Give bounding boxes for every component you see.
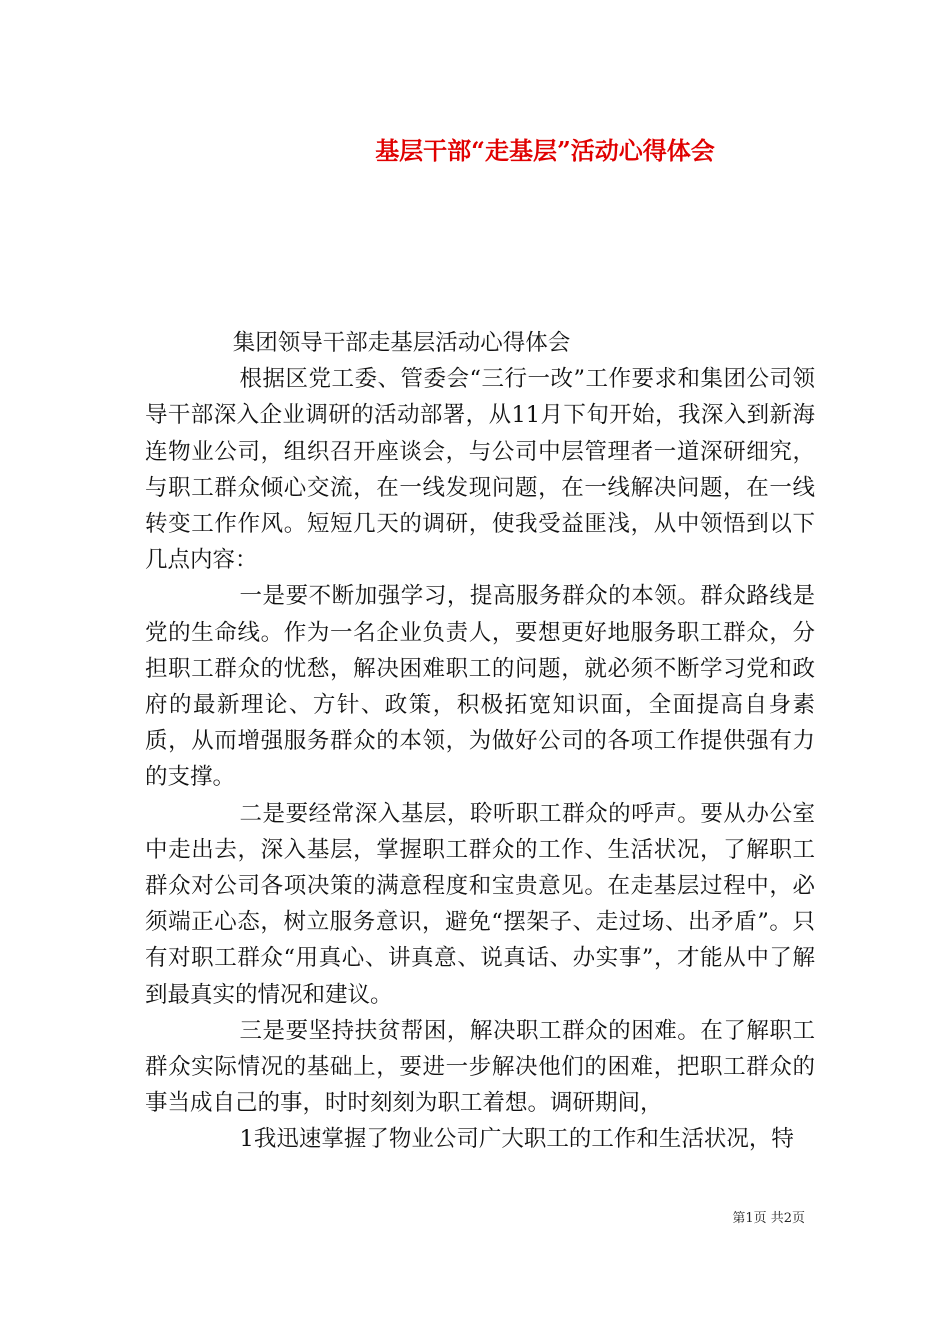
paragraph-point-two: 二是要经常深入基层，聆听职工群众的呼声。要从办公室中走出去，深入基层，掌握职工群众的工作、生活状况，了解职工群众对公司各项决策的满意程度和宝贵意见。在走基层过程中，必须端正心态，树立服务意识，避免“摆架子、走过场、出矛盾”。只有对职工群众“用真心、讲真意、说真话、办实事”，才能从中了解到最真实的情况和建议。	[145, 800, 815, 1008]
paragraph-point-three: 三是要坚持扶贫帮困，解决职工群众的困难。在了解职工群众实际情况的基础上，要进一步解决他们的困难，把职工群众的事当成自己的事，时时刻刻为职工着想。调研期间，	[145, 1017, 815, 1117]
page-number-footer: 第1页 共2页	[732, 1211, 805, 1226]
paragraph-intro: 根据区党工委、管委会“三行一改”工作要求和集团公司领导干部深入企业调研的活动部署，从11月下旬开始，我深入到新海连物业公司，组织召开座谈会，与公司中层管理者一道深研细究，与职工群众倾心交流，在一线发现问题，在一线解决问题，在一线转变工作作风。短短几天的调研，使我受益匪浅，从中领悟到以下几点内容：	[145, 366, 815, 574]
document-body	[145, 325, 815, 1158]
document-subtitle: 集团领导干部走基层活动心得体会	[232, 330, 571, 356]
paragraph-point-one: 一是要不断加强学习，提高服务群众的本领。群众路线是党的生命线。作为一名企业负责人，要想更好地服务职工群众，分担职工群众的忧愁，解决困难职工的问题，就必须不断学习党和政府的最新理论、方针、政策，积极拓宽知识面，全面提高自身素质，从而增强服务群众的本领，为做好公司的各项工作提供强有力的支撑。	[145, 583, 815, 791]
page-title: 基层干部“走基层”活动心得体会	[375, 136, 715, 165]
paragraph-continued: 1我迅速掌握了物业公司广大职工的工作和生活状况，特	[239, 1126, 794, 1153]
